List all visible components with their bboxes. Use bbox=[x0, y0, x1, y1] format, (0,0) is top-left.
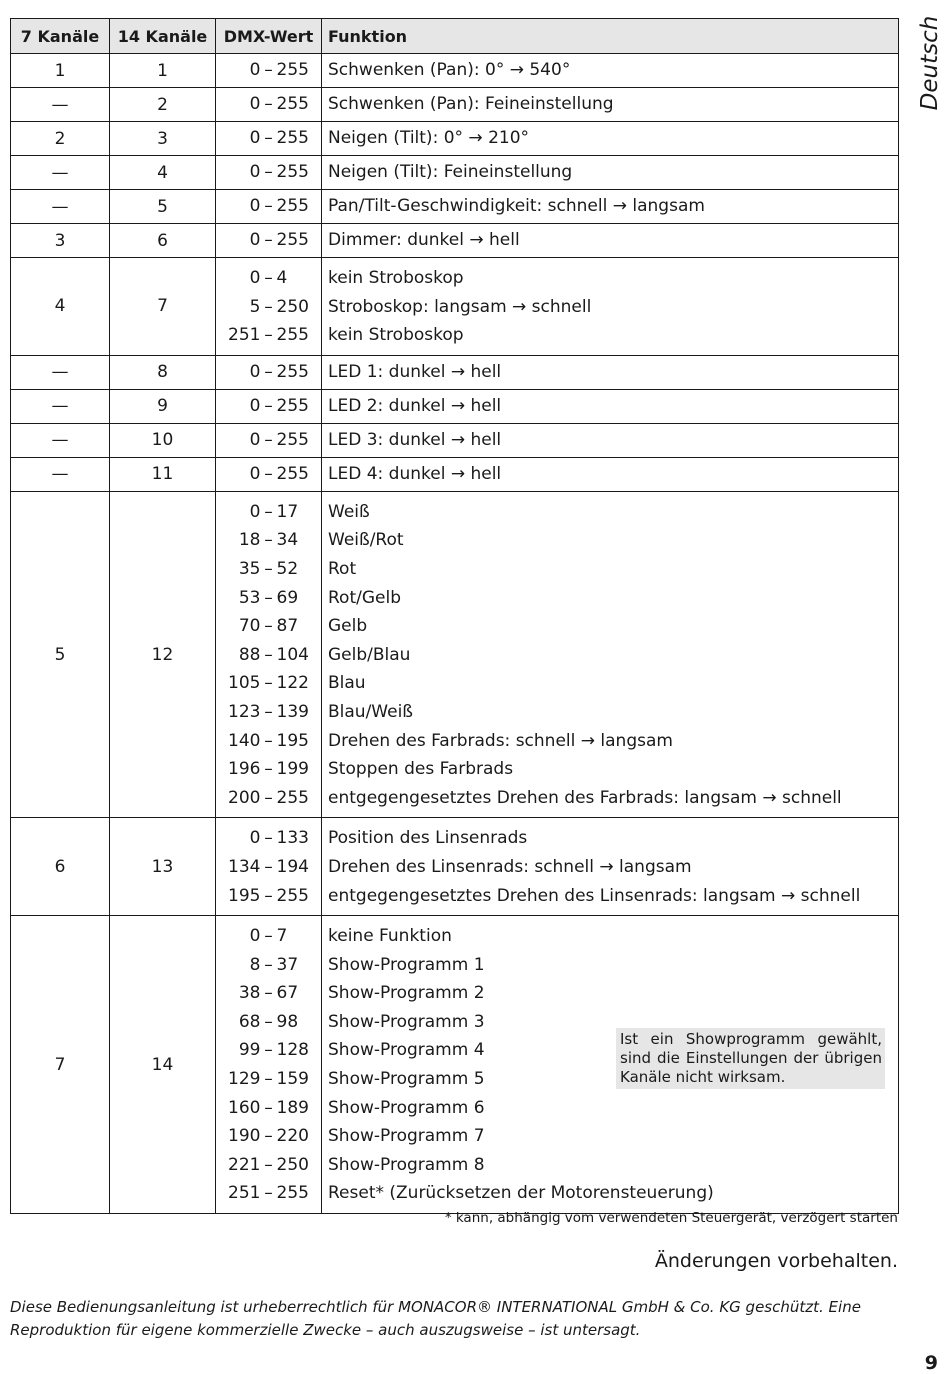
dmx-range-end: 7 bbox=[276, 926, 288, 947]
channel-7-cell: 6 bbox=[11, 818, 110, 916]
dmx-value-cell bbox=[216, 389, 322, 423]
range-dash: – bbox=[264, 856, 273, 877]
language-tab bbox=[916, 10, 944, 110]
dmx-range-end: 255 bbox=[276, 463, 309, 484]
dmx-value-cell bbox=[216, 457, 322, 491]
range-dash: – bbox=[264, 587, 273, 608]
dmx-range-end: 255 bbox=[276, 429, 309, 450]
dmx-value-cell bbox=[216, 355, 322, 389]
channel-7-cell: 3 bbox=[11, 224, 110, 258]
dmx-range bbox=[216, 584, 321, 613]
function-description: Schwenken (Pan): 0° → 540° bbox=[328, 60, 571, 80]
range-dash: – bbox=[264, 926, 273, 947]
dmx-range bbox=[216, 293, 321, 322]
dmx-range-end: 159 bbox=[276, 1069, 309, 1090]
range-dash: – bbox=[264, 268, 273, 288]
range-dash: – bbox=[264, 828, 273, 849]
function-description: Reset* (Zurücksetzen der Motorensteuerung) bbox=[328, 1183, 714, 1204]
table-body bbox=[11, 54, 899, 1214]
dmx-range-end: 255 bbox=[276, 128, 309, 148]
range-dash: – bbox=[264, 1069, 273, 1090]
range-dash: – bbox=[264, 730, 273, 751]
function-description: Show-Programm 6 bbox=[328, 1097, 485, 1118]
function-cell bbox=[322, 224, 899, 258]
range-dash: – bbox=[264, 1183, 273, 1204]
dmx-range-end: 255 bbox=[276, 395, 309, 416]
channel-14-cell: 4 bbox=[110, 156, 216, 190]
dmx-range bbox=[216, 555, 321, 584]
range-dash: – bbox=[264, 1126, 273, 1147]
function-cell bbox=[322, 54, 899, 88]
dmx-range-end: 128 bbox=[276, 1040, 309, 1061]
channel-7-cell: 4 bbox=[11, 258, 110, 356]
range-dash: – bbox=[264, 787, 273, 808]
channel-14-cell: 14 bbox=[110, 916, 216, 1214]
function-description: Weiß/Rot bbox=[328, 530, 404, 551]
function-cell bbox=[322, 818, 899, 916]
function-description: Stoppen des Farbrads bbox=[328, 759, 514, 780]
function-description: Rot/Gelb bbox=[328, 587, 401, 608]
table-row bbox=[11, 156, 899, 190]
dmx-range bbox=[216, 122, 321, 155]
range-dash: – bbox=[264, 230, 273, 250]
function-description: Weiß bbox=[328, 501, 370, 522]
range-dash: – bbox=[264, 361, 273, 382]
table-row bbox=[11, 916, 899, 1214]
dmx-range bbox=[216, 224, 321, 257]
footnote: * kann, abhängig vom verwendeten Steuergerät, verzögert starten bbox=[444, 1210, 898, 1226]
header-7-channels: 7 Kanäle bbox=[11, 19, 110, 54]
dmx-range-end: 255 bbox=[276, 162, 309, 182]
function-description: Gelb/Blau bbox=[328, 644, 411, 665]
function-cell bbox=[322, 190, 899, 224]
dmx-range-end: 69 bbox=[276, 587, 299, 608]
dmx-range-start: 38 bbox=[238, 983, 261, 1004]
channel-14-cell: 10 bbox=[110, 423, 216, 457]
function-description: Show-Programm 4 bbox=[328, 1040, 485, 1061]
dmx-range-start: 196 bbox=[228, 759, 261, 780]
range-dash: – bbox=[264, 701, 273, 722]
table-row bbox=[11, 423, 899, 457]
function-description: Neigen (Tilt): Feineinstellung bbox=[328, 162, 573, 182]
function-description: LED 1: dunkel → hell bbox=[328, 361, 502, 382]
function-cell bbox=[322, 423, 899, 457]
function-cell bbox=[322, 457, 899, 491]
dmx-channel-table bbox=[10, 18, 899, 1214]
function-description: Show-Programm 7 bbox=[328, 1126, 485, 1147]
dmx-range-start: 190 bbox=[228, 1126, 261, 1147]
function-description: Schwenken (Pan): Feineinstellung bbox=[328, 94, 614, 114]
function-description: Drehen des Linsenrads: schnell → langsam bbox=[328, 856, 692, 877]
dmx-range bbox=[216, 390, 321, 423]
table-row bbox=[11, 258, 899, 356]
dmx-range bbox=[216, 356, 321, 389]
copyright-notice: Diese Bedienungsanleitung ist urheberrechtlich für MONACOR® INTERNATIONAL GmbH & Co. KG geschützt. Eine Reproduktion für eigene kommerzielle Zwecke – auch auszugsweise – ist untersagt. bbox=[10, 1298, 861, 1339]
function-description: Blau/Weiß bbox=[328, 701, 414, 722]
channel-14-cell: 6 bbox=[110, 224, 216, 258]
range-dash: – bbox=[264, 128, 273, 148]
range-dash: – bbox=[264, 501, 273, 522]
channel-7-cell: 7 bbox=[11, 916, 110, 1214]
channel-7-cell: — bbox=[11, 88, 110, 122]
dmx-range-end: 255 bbox=[276, 885, 309, 906]
function-cell bbox=[322, 916, 899, 1214]
range-dash: – bbox=[264, 325, 273, 346]
dmx-range-end: 189 bbox=[276, 1097, 309, 1118]
channel-14-cell: 3 bbox=[110, 122, 216, 156]
dmx-value-cell bbox=[216, 818, 322, 916]
channel-14-cell: 12 bbox=[110, 491, 216, 818]
range-dash: – bbox=[264, 60, 273, 80]
dmx-range-end: 255 bbox=[276, 1183, 309, 1204]
dmx-range-end: 255 bbox=[276, 787, 309, 808]
dmx-range-start: 5 bbox=[249, 296, 261, 317]
range-dash: – bbox=[264, 954, 273, 975]
range-dash: – bbox=[264, 1040, 273, 1061]
function-description: Blau bbox=[328, 673, 366, 694]
range-dash: – bbox=[264, 616, 273, 637]
dmx-range bbox=[216, 88, 321, 121]
function-description: LED 4: dunkel → hell bbox=[328, 463, 502, 484]
dmx-range-end: 220 bbox=[276, 1126, 309, 1147]
table-row bbox=[11, 457, 899, 491]
dmx-range bbox=[216, 321, 321, 350]
dmx-range-end: 17 bbox=[276, 501, 299, 522]
channel-7-cell: 1 bbox=[11, 54, 110, 88]
range-dash: – bbox=[264, 463, 273, 484]
dmx-range-end: 255 bbox=[276, 325, 309, 346]
table-row bbox=[11, 355, 899, 389]
function-cell bbox=[322, 389, 899, 423]
table-header-row bbox=[11, 19, 899, 54]
range-dash: – bbox=[264, 530, 273, 551]
channel-14-cell: 11 bbox=[110, 457, 216, 491]
dmx-range bbox=[216, 824, 321, 853]
channel-14-cell: 13 bbox=[110, 818, 216, 916]
dmx-range-end: 87 bbox=[276, 616, 299, 637]
function-cell bbox=[322, 156, 899, 190]
dmx-range bbox=[216, 1122, 321, 1151]
dmx-range bbox=[216, 526, 321, 555]
channel-14-cell: 8 bbox=[110, 355, 216, 389]
channel-14-cell: 7 bbox=[110, 258, 216, 356]
dmx-range-end: 255 bbox=[276, 196, 309, 216]
dmx-range-end: 122 bbox=[276, 673, 309, 694]
dmx-range bbox=[216, 54, 321, 87]
changes-notice: Änderungen vorbehalten. bbox=[654, 1250, 898, 1272]
dmx-range-end: 34 bbox=[276, 530, 299, 551]
function-description: Stroboskop: langsam → schnell bbox=[328, 296, 592, 317]
dmx-range bbox=[216, 755, 321, 784]
dmx-range-end: 4 bbox=[276, 268, 288, 288]
dmx-range bbox=[216, 1094, 321, 1123]
dmx-range bbox=[216, 1065, 321, 1094]
function-cell bbox=[322, 88, 899, 122]
function-description: LED 2: dunkel → hell bbox=[328, 395, 502, 416]
dmx-range-start: 0 bbox=[249, 429, 261, 450]
dmx-value-cell bbox=[216, 423, 322, 457]
dmx-range-start: 123 bbox=[228, 701, 261, 722]
range-dash: – bbox=[264, 395, 273, 416]
dmx-range-end: 52 bbox=[276, 558, 299, 579]
dmx-range-end: 194 bbox=[276, 856, 309, 877]
channel-14-cell: 2 bbox=[110, 88, 216, 122]
dmx-value-cell bbox=[216, 122, 322, 156]
dmx-range-start: 53 bbox=[238, 587, 261, 608]
dmx-range-end: 67 bbox=[276, 983, 299, 1004]
dmx-range bbox=[216, 612, 321, 641]
function-description: entgegengesetztes Drehen des Linsenrads: langsam → schnell bbox=[328, 885, 861, 906]
function-description: Drehen des Farbrads: schnell → langsam bbox=[328, 730, 673, 751]
dmx-range-start: 0 bbox=[249, 926, 261, 947]
dmx-value-cell bbox=[216, 88, 322, 122]
dmx-range bbox=[216, 979, 321, 1008]
dmx-value-cell bbox=[216, 54, 322, 88]
dmx-range-start: 0 bbox=[249, 60, 261, 80]
dmx-range-start: 251 bbox=[228, 1183, 261, 1204]
dmx-value-cell bbox=[216, 258, 322, 356]
dmx-range bbox=[216, 1151, 321, 1180]
function-cell bbox=[322, 258, 899, 356]
dmx-range bbox=[216, 264, 321, 293]
dmx-range bbox=[216, 458, 321, 491]
header-function: Funktion bbox=[322, 19, 899, 54]
function-description: Neigen (Tilt): 0° → 210° bbox=[328, 128, 530, 148]
range-dash: – bbox=[264, 759, 273, 780]
dmx-range bbox=[216, 698, 321, 727]
show-program-note: Ist ein Showprogramm gewählt, sind die Einstellungen der übrigen Kanäle nicht wirksam. bbox=[616, 1028, 885, 1089]
dmx-range bbox=[216, 951, 321, 980]
range-dash: – bbox=[264, 885, 273, 906]
range-dash: – bbox=[264, 558, 273, 579]
dmx-range-end: 37 bbox=[276, 954, 299, 975]
dmx-range-start: 134 bbox=[228, 856, 261, 877]
page-number: 9 bbox=[924, 1352, 938, 1374]
language-label: Deutsch bbox=[917, 15, 943, 111]
function-description: kein Stroboskop bbox=[328, 325, 464, 346]
function-cell bbox=[322, 355, 899, 389]
table-row bbox=[11, 88, 899, 122]
range-dash: – bbox=[264, 94, 273, 114]
dmx-range-end: 139 bbox=[276, 701, 309, 722]
table-row bbox=[11, 818, 899, 916]
dmx-range-start: 0 bbox=[249, 128, 261, 148]
dmx-value-cell bbox=[216, 224, 322, 258]
range-dash: – bbox=[264, 1011, 273, 1032]
dmx-range-start: 251 bbox=[228, 325, 261, 346]
dmx-range bbox=[216, 853, 321, 882]
range-dash: – bbox=[264, 196, 273, 216]
dmx-range-start: 99 bbox=[238, 1040, 261, 1061]
channel-7-cell: — bbox=[11, 156, 110, 190]
dmx-range bbox=[216, 1179, 321, 1208]
channel-7-cell: — bbox=[11, 355, 110, 389]
dmx-range-start: 160 bbox=[228, 1097, 261, 1118]
dmx-range-end: 199 bbox=[276, 759, 309, 780]
dmx-range bbox=[216, 498, 321, 527]
dmx-range-start: 200 bbox=[228, 787, 261, 808]
range-dash: – bbox=[264, 429, 273, 450]
channel-7-cell: — bbox=[11, 190, 110, 224]
dmx-value-cell bbox=[216, 156, 322, 190]
dmx-range bbox=[216, 727, 321, 756]
dmx-range-start: 0 bbox=[249, 162, 261, 182]
dmx-range-start: 0 bbox=[249, 230, 261, 250]
dmx-range-end: 133 bbox=[276, 828, 309, 849]
table-row bbox=[11, 224, 899, 258]
dmx-range bbox=[216, 882, 321, 911]
function-description: kein Stroboskop bbox=[328, 268, 464, 288]
table-row bbox=[11, 389, 899, 423]
table-row bbox=[11, 54, 899, 88]
dmx-range-end: 250 bbox=[276, 296, 309, 317]
dmx-range-end: 195 bbox=[276, 730, 309, 751]
dmx-range-end: 250 bbox=[276, 1154, 309, 1175]
function-description: Show-Programm 3 bbox=[328, 1011, 485, 1032]
range-dash: – bbox=[264, 983, 273, 1004]
dmx-range-start: 0 bbox=[249, 395, 261, 416]
dmx-range-start: 105 bbox=[228, 673, 261, 694]
dmx-range bbox=[216, 669, 321, 698]
dmx-range-start: 8 bbox=[249, 954, 261, 975]
range-dash: – bbox=[264, 162, 273, 182]
dmx-range-start: 221 bbox=[228, 1154, 261, 1175]
channel-14-cell: 1 bbox=[110, 54, 216, 88]
table-row bbox=[11, 122, 899, 156]
function-description: keine Funktion bbox=[328, 926, 452, 947]
range-dash: – bbox=[264, 296, 273, 317]
dmx-range-end: 255 bbox=[276, 230, 309, 250]
channel-7-cell: 2 bbox=[11, 122, 110, 156]
dmx-range-start: 88 bbox=[238, 644, 261, 665]
dmx-range-start: 0 bbox=[249, 268, 261, 288]
function-description: LED 3: dunkel → hell bbox=[328, 429, 502, 450]
channel-7-cell: 5 bbox=[11, 491, 110, 818]
function-cell bbox=[322, 122, 899, 156]
range-dash: – bbox=[264, 644, 273, 665]
dmx-range bbox=[216, 190, 321, 223]
dmx-range bbox=[216, 1036, 321, 1065]
header-14-channels: 14 Kanäle bbox=[110, 19, 216, 54]
range-dash: – bbox=[264, 1097, 273, 1118]
dmx-range-end: 255 bbox=[276, 60, 309, 80]
dmx-range bbox=[216, 641, 321, 670]
function-description: Dimmer: dunkel → hell bbox=[328, 230, 520, 250]
channel-7-cell: — bbox=[11, 423, 110, 457]
function-description: Position des Linsenrads bbox=[328, 828, 528, 849]
dmx-range-end: 104 bbox=[276, 644, 309, 665]
function-description: Show-Programm 1 bbox=[328, 954, 485, 975]
channel-7-cell: — bbox=[11, 389, 110, 423]
dmx-range-start: 35 bbox=[238, 558, 261, 579]
dmx-range-start: 195 bbox=[228, 885, 261, 906]
range-dash: – bbox=[264, 673, 273, 694]
dmx-range-start: 68 bbox=[238, 1011, 261, 1032]
dmx-range-start: 0 bbox=[249, 828, 261, 849]
dmx-range-end: 98 bbox=[276, 1011, 299, 1032]
dmx-value-cell bbox=[216, 491, 322, 818]
table-row bbox=[11, 190, 899, 224]
function-description: Gelb bbox=[328, 616, 368, 637]
dmx-range-start: 0 bbox=[249, 196, 261, 216]
dmx-range bbox=[216, 424, 321, 457]
dmx-range-start: 0 bbox=[249, 501, 261, 522]
range-dash: – bbox=[264, 1154, 273, 1175]
dmx-range-start: 70 bbox=[238, 616, 261, 637]
dmx-range bbox=[216, 156, 321, 189]
dmx-range-end: 255 bbox=[276, 94, 309, 114]
dmx-range bbox=[216, 922, 321, 951]
dmx-range-end: 255 bbox=[276, 361, 309, 382]
dmx-value-cell bbox=[216, 190, 322, 224]
dmx-value-cell bbox=[216, 916, 322, 1214]
dmx-range bbox=[216, 1008, 321, 1037]
function-description: Pan/Tilt-Geschwindigkeit: schnell → langsam bbox=[328, 196, 705, 216]
channel-14-cell: 5 bbox=[110, 190, 216, 224]
dmx-range-start: 140 bbox=[228, 730, 261, 751]
channel-14-cell: 9 bbox=[110, 389, 216, 423]
dmx-range-start: 0 bbox=[249, 463, 261, 484]
dmx-range-start: 18 bbox=[238, 530, 261, 551]
function-description: entgegengesetztes Drehen des Farbrads: langsam → schnell bbox=[328, 787, 842, 808]
function-description: Rot bbox=[328, 558, 357, 579]
function-description: Show-Programm 2 bbox=[328, 983, 485, 1004]
table-row bbox=[11, 491, 899, 818]
dmx-range-start: 129 bbox=[228, 1069, 261, 1090]
channel-7-cell: — bbox=[11, 457, 110, 491]
function-description: Show-Programm 5 bbox=[328, 1069, 485, 1090]
dmx-range bbox=[216, 784, 321, 813]
function-cell bbox=[322, 491, 899, 818]
dmx-range-start: 0 bbox=[249, 94, 261, 114]
dmx-range-start: 0 bbox=[249, 361, 261, 382]
function-description: Show-Programm 8 bbox=[328, 1154, 485, 1175]
header-dmx-value: DMX-Wert bbox=[216, 19, 322, 54]
